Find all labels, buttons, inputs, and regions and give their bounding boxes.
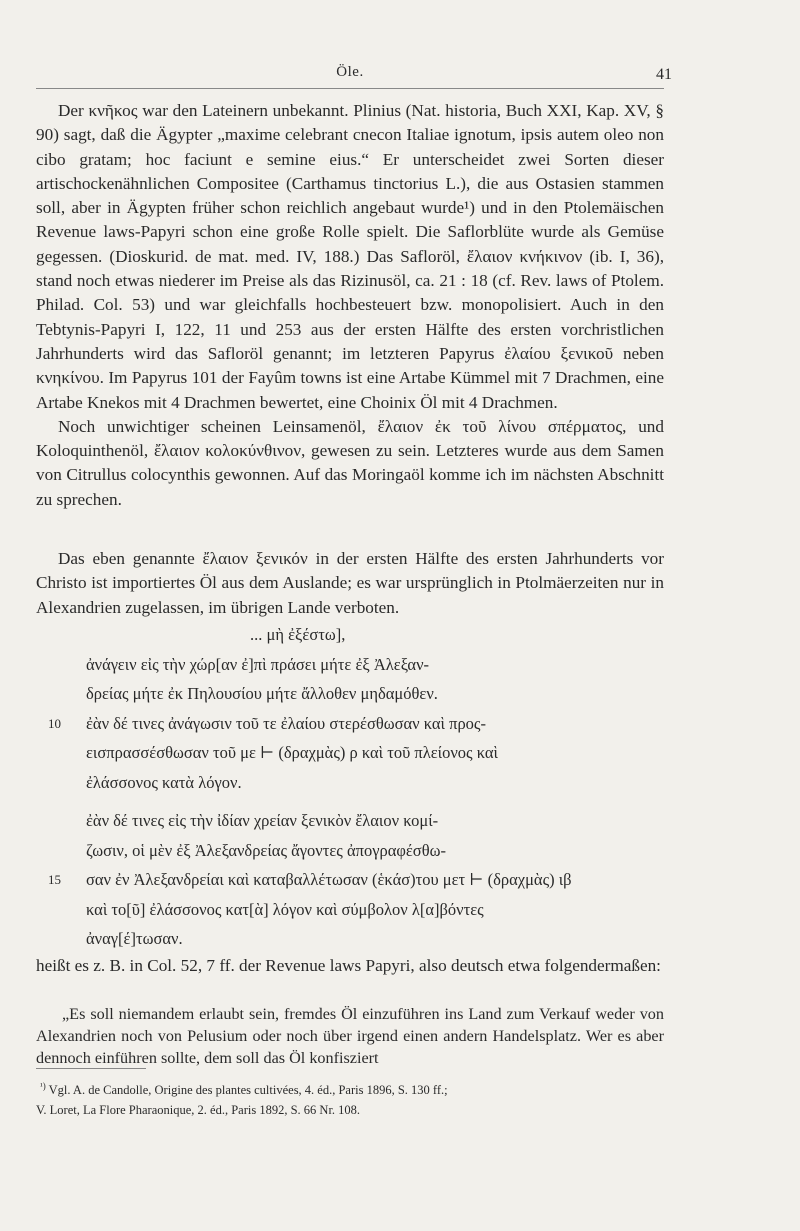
greek-line: ζωσιν, οἱ μὲν ἐξ Ἀλεξανδρείας ἄγοντες ἀπογραφέσθω- (86, 840, 446, 860)
footnote-line-2: V. Loret, La Flore Pharaonique, 2. éd., Paris 1892, S. 66 Nr. 108. (36, 1103, 361, 1118)
line-number: 10 (48, 715, 61, 731)
page-number: 41 (656, 66, 672, 83)
footnote-marker: ¹) (40, 1081, 46, 1091)
greek-line-text: ἐὰν δέ τινες ἀνάγωσιν τοῦ τε ἐλαίου στερέσθωσαν καὶ προς- (86, 713, 486, 733)
page-header (36, 62, 672, 89)
paragraph-2: Noch unwichtiger scheinen Leinsamenöl, ἔλαιον ἐκ τοῦ λίνου σπέρματος, und Koloquinthenöl, ἔλαιον κολοκύνθινον, gewesen zu sein. Letzteres wurde aus dem Samen von Citrullus colocynthis gewonnen. Auf das Moringaöl komme ich im nächsten Abschnitt zu sprechen. (36, 416, 664, 509)
greek-quotation (36, 620, 664, 954)
main-text-middle (36, 547, 664, 620)
footnote-1 (36, 1076, 664, 1100)
greek-line: ἐὰν δέ τινες εἰς τὴν ἰδίαν χρείαν ξενικὸν ἔλαιον κομί- (86, 811, 439, 830)
footnotes (36, 1076, 664, 1120)
paragraph-4: heißt es z. B. in Col. 52, 7 ff. der Revenue laws Papyri, also deutsch etwa folgendermaßen: (36, 956, 661, 975)
greek-line-text: σαν ἐν Ἀλεξανδρείαι καὶ καταβαλλέτωσαν (ἑκάσ)του μετ ⊢ (δραχμὰς) ιβ (86, 870, 572, 889)
translation-paragraph: „Es soll niemandem erlaubt sein, fremdes Öl einzuführen ins Land zum Verkauf weder von Alexandrien noch von Pelusium oder noch über irgend einen andern Handelsplatz. Wer es aber dennoch einführen sollte, dem soll das Öl konfisziert (36, 1005, 664, 1067)
greek-line: ἀναγ[έ]τωσαν. (86, 929, 183, 948)
main-text-after-quote (36, 954, 664, 978)
greek-line: εισπρασσέσθωσαν τοῦ με ⊢ (δραχμὰς) ρ καὶ τοῦ πλείονος καὶ (86, 743, 498, 762)
greek-line-10 (36, 709, 664, 739)
footnote-divider (36, 1068, 146, 1069)
greek-line: δρείας μήτε ἐκ Πηλουσίου μήτε ἄλλοθεν μηδαμόθεν. (86, 684, 438, 703)
greek-line-15 (36, 865, 664, 895)
greek-line: ἀνάγειν εἰς τὴν χώρ[αν ἐ]πὶ πράσει μήτε ἐξ Ἀλεξαν- (86, 654, 430, 674)
greek-line: ... μὴ ἐξέστω], (250, 625, 346, 644)
running-head: Öle. (336, 64, 364, 80)
main-text-top (36, 99, 664, 512)
paragraph-1: Der κνῆκος war den Lateinern unbekannt. Plinius (Nat. historia, Buch XXI, Kap. XV, § 90) sagt, daß die Ägypter „maxime celebrant cnecon Italiae ignotum, ipsis autem oleo non cibo gratam; hoc faciunt e semine eius.“ Er unterscheidet zwei Sorten dieser artischockenähnlichen Compositee (Carthamus tinctorius L.), die aus Ostasien stammen soll, aber in Ägypten früher schon reichlich angebaut wurde¹) und in den Ptolemäischen Revenue laws-Papyri schon eine große Rolle spielt. Die Saflorblüte wurde als Gemüse gegessen. (Dioskurid. de mat. med. IV, 188.) Das Safloröl, ἔλαιον κνήκινον (ib. I, 36), stand noch etwas niederer im Preise als das Rizinusöl, ca. 21 : 18 (cf. Rev. laws of Ptolem. Philad. Col. 53) und war gleichfalls hochbesteuert bzw. monopolisiert. Auch in den Tebtynis-Papyri I, 122, 11 und 253 aus der ersten Hälfte des ersten vorchristlichen Jahrhunderts wird das Safloröl genannt; im letzteren Papyrus ἐλαίου ξενικοῦ neben κνηκίνου. Im Papyrus 101 der Fayûm towns ist eine Artabe Kümmel mit 7 Drachmen, eine Artabe Knekos mit 4 Drachmen bewertet, eine Choinix Öl mit 4 Drachmen. (36, 101, 664, 412)
greek-line: καὶ το[ῦ] ἐλάσσονος κατ[ὰ] λόγον καὶ σύμβολον λ[α]βόντες (86, 899, 484, 919)
paragraph-3: Das eben genannte ἔλαιον ξενικόν in der ersten Hälfte des ersten Jahrhunderts vor Christo ist importiertes Öl aus dem Auslande; es war ursprünglich in Ptolmäerzeiten nur in Alexandrien zugelassen, im übrigen Lande verboten. (36, 549, 664, 617)
translation-text (36, 1003, 664, 1069)
greek-line: ἐλάσσονος κατὰ λόγον. (86, 772, 242, 792)
line-number: 15 (48, 872, 61, 887)
footnote-line-1: Vgl. A. de Candolle, Origine des plantes cultivées, 4. éd., Paris 1896, S. 130 ff.; (48, 1083, 448, 1098)
